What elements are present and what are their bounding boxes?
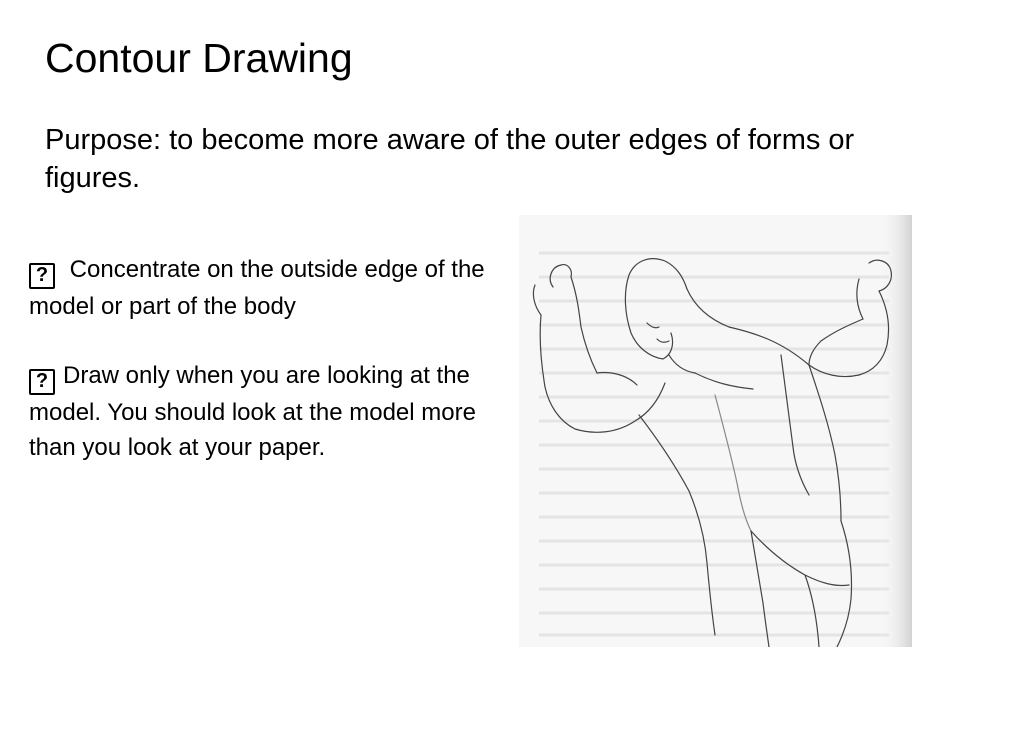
bullet-item (29, 358, 499, 465)
page-edge-shadow (879, 215, 912, 647)
sketch-drawing (519, 215, 912, 647)
bullet-list (29, 252, 499, 499)
bullet-item (29, 252, 499, 324)
purpose-text: Purpose: to become more aware of the outer edges of forms or figures. (45, 124, 855, 194)
bleed-through-lines (539, 253, 889, 635)
question-box-icon: ? (29, 369, 55, 395)
question-box-icon: ? (29, 263, 55, 289)
slide-title: Contour Drawing (45, 35, 353, 81)
bullet-text: Concentrate on the outside edge of the model or part of the body (29, 256, 485, 320)
contour-figure-sketch (519, 215, 912, 647)
bullet-text: Draw only when you are looking at the model. You should look at the model more than you look at your paper. (29, 362, 476, 461)
